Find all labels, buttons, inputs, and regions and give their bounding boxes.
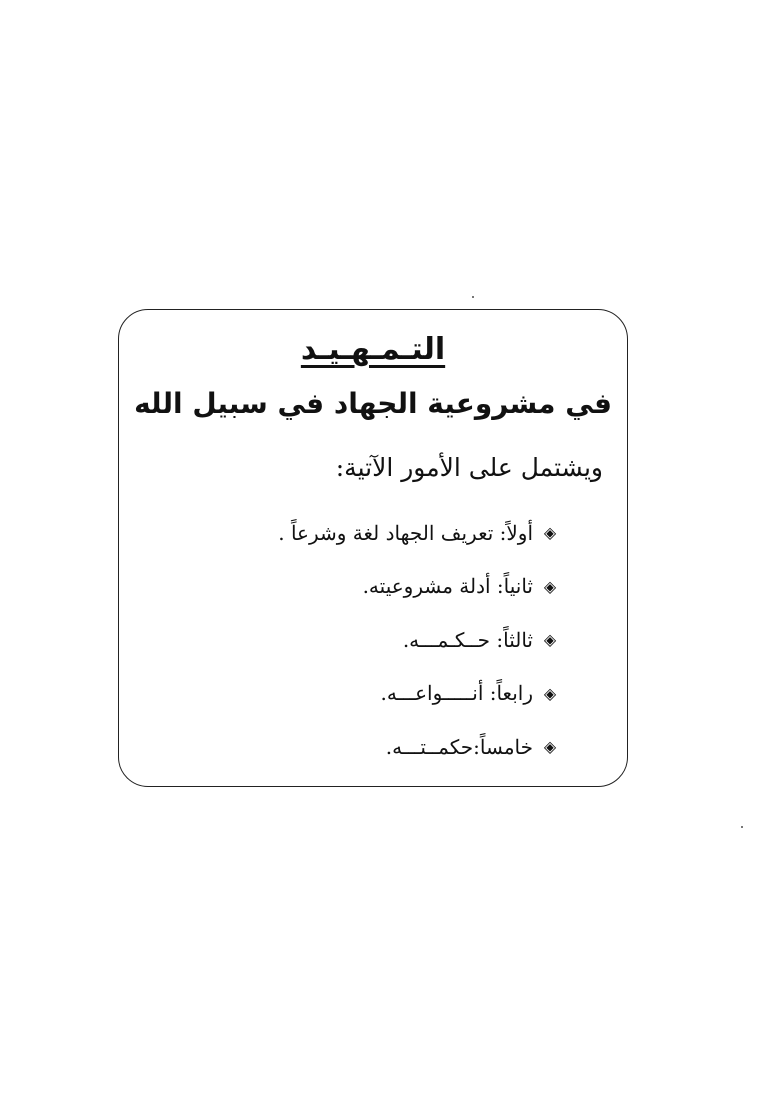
- contents-intro: ويشتمل على الأمور الآتية:: [335, 453, 603, 482]
- list-item-text: ثالثاً: حــكـمـــه.: [402, 627, 533, 652]
- chapter-subtitle: في مشروعية الجهاد في سبيل الله: [134, 387, 612, 420]
- chapter-title: [119, 332, 627, 368]
- chapter-box: [118, 309, 628, 787]
- list-item: [278, 560, 559, 614]
- list-item-text: رابعاً: أنـــــواعـــه.: [380, 681, 533, 706]
- scan-speck: [472, 296, 474, 298]
- diamond-bullet-icon: ◈: [543, 737, 557, 757]
- list-item-text: أولاً: تعريف الجهاد لغة وشرعاً .: [278, 520, 533, 545]
- diamond-bullet-icon: ◈: [543, 630, 557, 650]
- list-item: [278, 506, 559, 560]
- diamond-bullet-icon: ◈: [543, 576, 557, 596]
- chapter-title-text: التـمـهـيـد: [300, 332, 446, 367]
- list-item-text: خامساً:حكمــتـــه.: [385, 734, 533, 759]
- list-item: [278, 613, 559, 667]
- diamond-bullet-icon: ◈: [543, 683, 557, 703]
- list-item: [278, 667, 559, 721]
- list-item-text: ثانياً: أدلة مشروعيته.: [362, 574, 533, 599]
- scan-speck: [741, 826, 743, 828]
- contents-list: [278, 506, 559, 774]
- list-item: [278, 720, 559, 774]
- diamond-bullet-icon: ◈: [543, 523, 557, 543]
